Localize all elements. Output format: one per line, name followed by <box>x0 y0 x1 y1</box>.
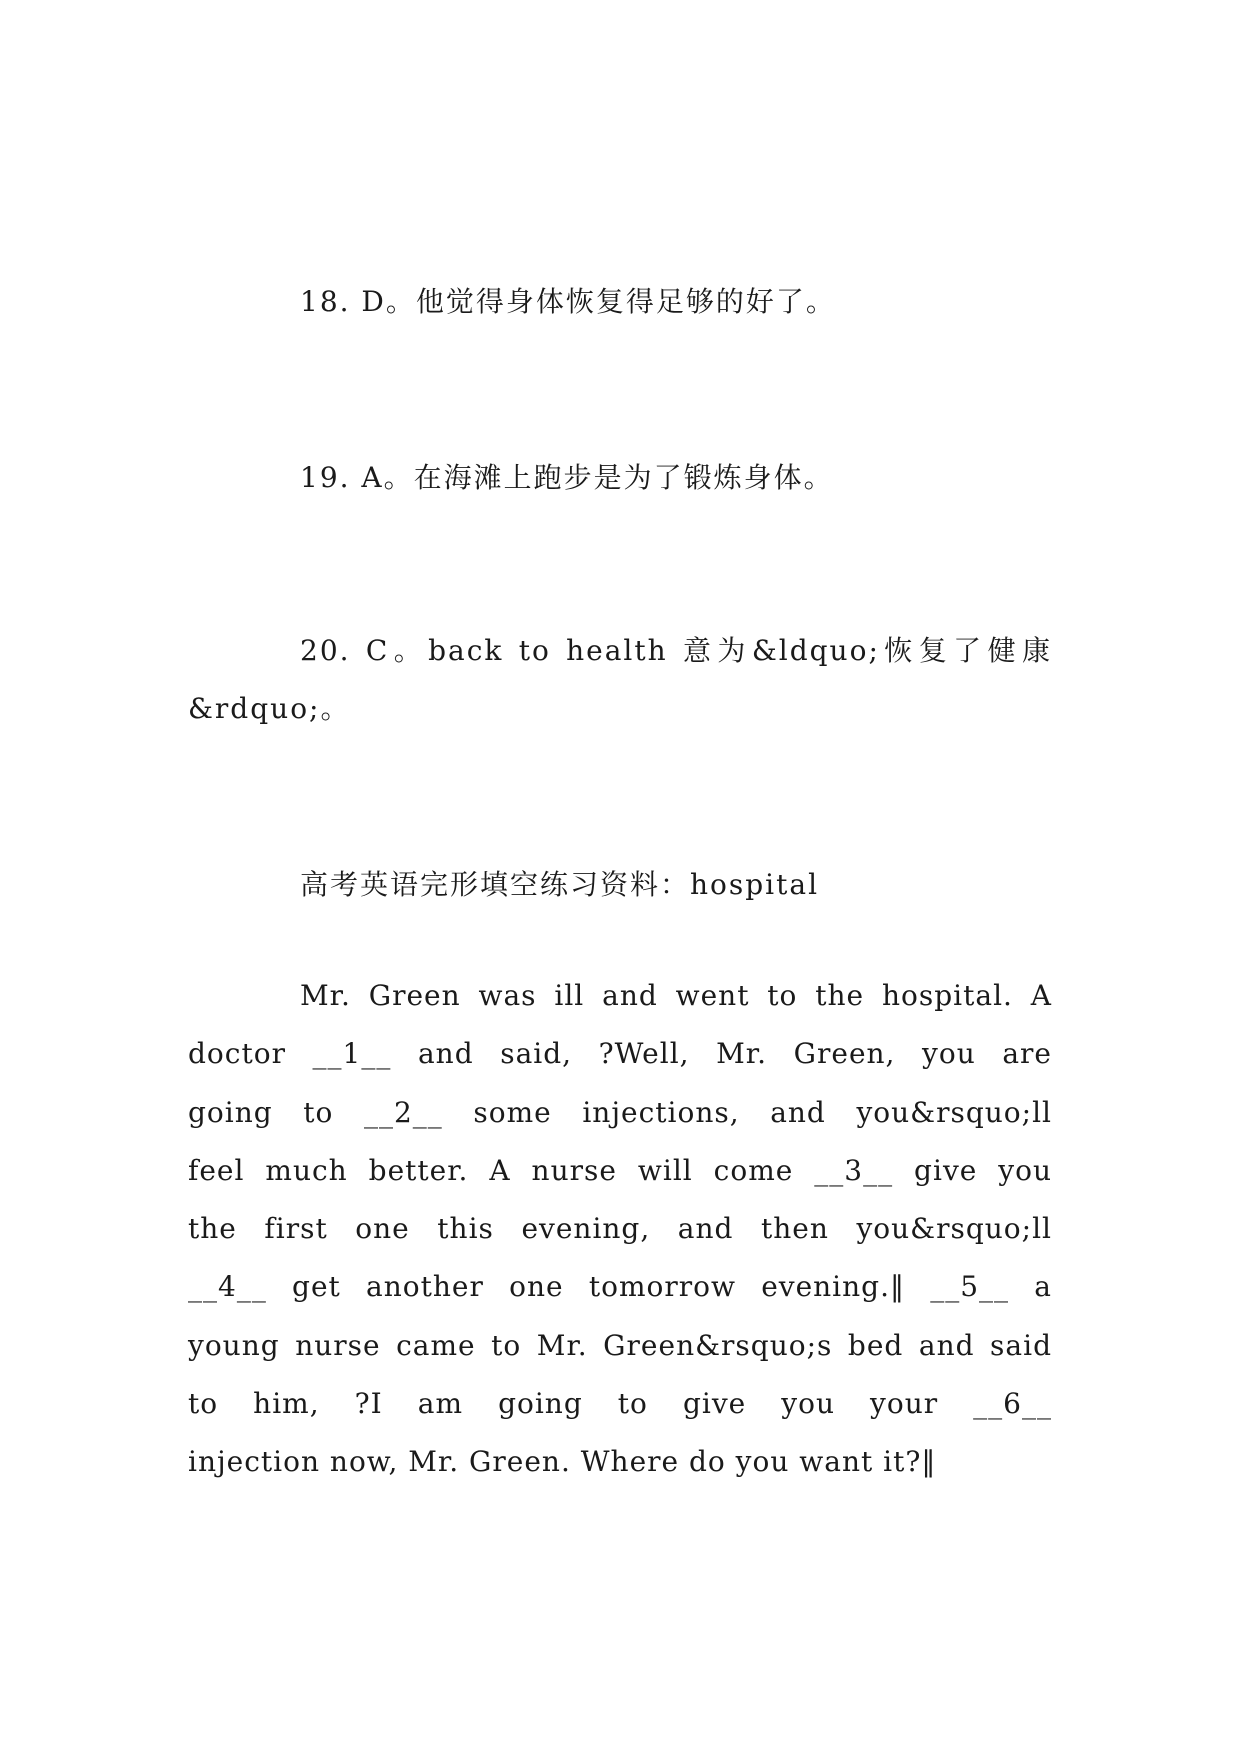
answer-19: 19. A。在海滩上跑步是为了锻炼身体。 <box>300 461 834 494</box>
answer-18: 18. D。他觉得身体恢复得足够的好了。 <box>300 285 836 318</box>
passage-line: doctor __1__ and said, ?Well, Mr. Green, you are <box>188 1037 1052 1071</box>
passage-paragraph <box>188 967 1052 1492</box>
passage-line: Mr. Green was ill and went to the hospital. A <box>300 979 1052 1012</box>
answer-20-line-1: 20. C。back to health 意为&ldquo;恢复了健康 <box>300 634 1052 667</box>
passage-line: the first one this evening, and then you&rsquo;ll <box>188 1212 1052 1246</box>
passage-line: injection now, Mr. Green. Where do you want it?‖ <box>188 1445 937 1479</box>
passage-line: feel much better. A nurse will come __3__ give you <box>188 1153 1052 1187</box>
passage-line: young nurse came to Mr. Green&rsquo;s bed and said <box>188 1328 1052 1362</box>
passage-line: going to __2__ some injections, and you&rsquo;ll <box>188 1095 1052 1129</box>
passage-line: to him, ?I am going to give you your __6__ <box>188 1387 1052 1421</box>
passage-line: __4__ get another one tomorrow evening.‖ __5__ a <box>188 1270 1052 1304</box>
answer-20-line-2: &rdquo;。 <box>188 692 351 725</box>
section-heading: 高考英语完形填空练习资料：hospital <box>300 868 820 901</box>
